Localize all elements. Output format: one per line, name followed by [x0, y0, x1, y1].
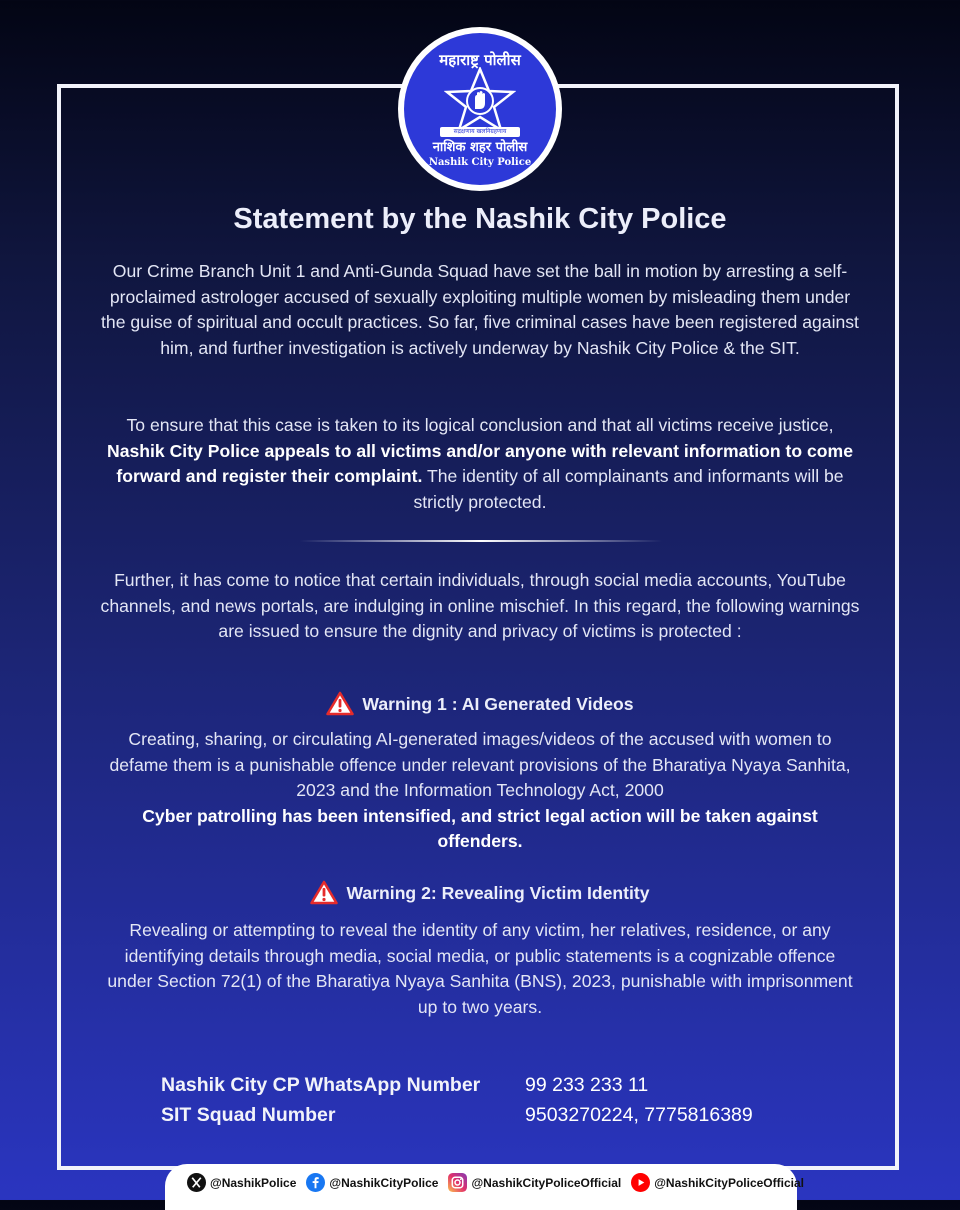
- facebook-icon: [306, 1173, 325, 1192]
- instagram-icon: [448, 1173, 467, 1192]
- paragraph-arrest: Our Crime Branch Unit 1 and Anti-Gunda Squad have set the ball in motion by arresting a self-proclaimed astrologer accused of sexually exploiting multiple women by misleading them under the guise of spiritual and occult practices. So far, five criminal cases have been registered against him, and further investigation is actively underway by Nashik City Police & the SIT.: [101, 261, 859, 358]
- social-handle: @NashikCityPoliceOfficial: [471, 1175, 622, 1190]
- badge-english-name: Nashik City Police: [428, 157, 532, 168]
- contact-value: 9503270224, 7775816389: [525, 1104, 753, 1126]
- social-handle: @NashikCityPolice: [329, 1175, 439, 1190]
- star-emblem-icon: [444, 67, 516, 133]
- warning-1-bold: Cyber patrolling has been intensified, and strict legal action will be taken against offenders.: [142, 805, 818, 851]
- divider-line: [300, 540, 662, 542]
- warning-1-title: [0, 691, 960, 716]
- social-handle: @NashikCityPoliceOfficial: [654, 1175, 804, 1190]
- social-facebook[interactable]: [306, 1173, 438, 1192]
- badge-ribbon: सद्रक्षणाय खलनिग्रहणाय: [440, 127, 520, 137]
- social-youtube[interactable]: [631, 1173, 804, 1192]
- warning-1-body: [100, 727, 860, 855]
- appeal-end: The identity of all complainants and informants will be strictly protected.: [413, 466, 844, 512]
- x-icon: [187, 1173, 206, 1192]
- contact-label: Nashik City CP WhatsApp Number: [161, 1074, 481, 1096]
- badge-inner-circle: [404, 33, 556, 185]
- badge-marathi-name: नाशिक शहर पोलीस: [432, 140, 528, 155]
- warning-2-title: [0, 880, 960, 905]
- warning-2-label: Warning 2: Revealing Victim Identity: [346, 883, 650, 903]
- warning-2-body: Revealing or attempting to reveal the identity of any victim, her relatives, residence, or any identifying details through media, social media, or public statements is a cognizable offence under Section 72(1) of the Bharatiya Nyaya Sanhita (BNS), 2023, punishable with imprisonment up to two years.: [107, 920, 853, 1017]
- police-badge-logo: [398, 27, 562, 191]
- social-instagram[interactable]: [448, 1173, 621, 1192]
- warning-1-text: Creating, sharing, or circulating AI-generated images/videos of the accused with women to defame them is a punishable offence under relevant provisions of the Bharatiya Nyaya Sanhita, 2023 and the Information Technology Act, 2000: [109, 729, 851, 800]
- warning-icon: [310, 880, 338, 905]
- badge-top-text: महाराष्ट्र पोलीस: [439, 51, 521, 69]
- warning-1-label: Warning 1 : AI Generated Videos: [362, 694, 634, 714]
- contact-label: SIT Squad Number: [161, 1104, 336, 1126]
- social-handle: @NashikPolice: [210, 1175, 297, 1190]
- warning-icon: [326, 691, 354, 716]
- social-footer: [165, 1164, 804, 1210]
- page-title: Statement by the Nashik City Police: [233, 203, 727, 235]
- appeal-intro: To ensure that this case is taken to its logical conclusion and that all victims receive justice,: [126, 415, 834, 435]
- social-x[interactable]: [187, 1173, 296, 1192]
- youtube-icon: [631, 1173, 650, 1192]
- appeal-bold: Nashik City Police appeals to all victims and/or anyone with relevant information to come forward and register their complaint.: [107, 440, 853, 486]
- paragraph-appeal: [100, 413, 860, 515]
- paragraph-notice: Further, it has come to notice that certain individuals, through social media accounts, YouTube channels, and news portals, are indulging in online mischief. In this regard, the following warnings are issued to ensure the dignity and privacy of victims is protected :: [100, 570, 860, 641]
- contact-value: 99 233 233 11: [525, 1074, 649, 1096]
